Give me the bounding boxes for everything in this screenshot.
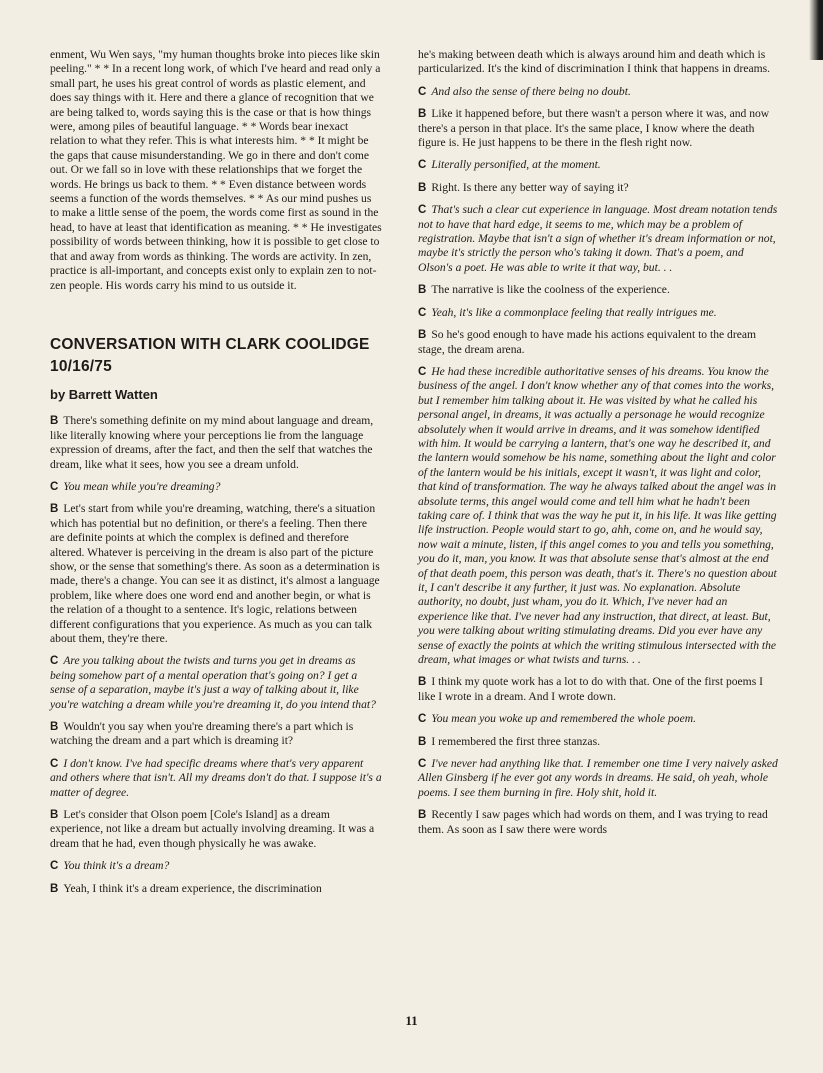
- dialogue-paragraph: [50, 808, 382, 851]
- speaker-initial: B: [418, 329, 427, 342]
- page-number: 11: [405, 1013, 418, 1028]
- speaker-initial: C: [418, 306, 427, 319]
- speech-text: Yeah, it's like a commonplace feeling that really intrigues me.: [431, 305, 717, 319]
- dialogue-paragraph: [418, 808, 780, 837]
- dialogue-paragraph: [50, 720, 382, 749]
- dialogue-paragraph: [418, 107, 780, 150]
- speech-text: He had these incredible authoritative senses of his dreams. You know the business of the angel. I don't know whether any of that comes into the works, but I remember him talking about it. He was visited by what he called his personal angel, in dreams, it was actually a personage he would recognize absolutely when it would arrive in dreams, and it was somehow identified with him. It would be carrying a lantern, that's one way he described it, and the lantern would somehow be his name, something about the light and color of the lantern would be his initials, except it wasn't, it was light and color, that kind of transformation. The way he always talked about the angel was in absolute terms, this angel would come and tell him what he hadn't been taking care of. I think that was the way he put it, in his life. It was like getting life instruction. People would start to go, ahh, come on, and he would say, now wait a minute, listen, if this angel comes to you and tells you something, you do it, man, you know. It was that absolute sense that's almost at the end of that death poem, this person was death, that's it. There's no question about it, I can't describe it any further, it just was. No explanation. Absolute authority, no doubt, just wham, you do it. Which, I've never had an experience like that. I've never had any instruction, that direct, at least. But, you were talking about writing stimulating dreams. Did you ever have any sense of exactly the points at which the writing stimulous intersected with the dream, what images or what twists and turns. . .: [418, 364, 777, 667]
- intro-paragraph: enment, Wu Wen says, "my human thoughts broke into pieces like skin peeling." * * In a recent long work, of which I've heard and read only a small part, he uses his great control of words as plastic element, and does say things with it. Here and there a glance of recognition that we are being talked to, words saying this is the case or that is how things were, among piles of beautiful language. * * Words bear inexact relation to what they refer. This is what interests him. * * It might be the gaps that cause misunderstanding. We go in there and don't come out. Or we fall so in love with these relationships that we forget the words. He brings us back to them. * * Even distance between words seems a function of the words themselves. * * As our mind pushes us to make a little sense of the poem, the words come first as sound in the head, to have at least that identification as meaning. * * He investigates possibility of words between thinking, how it is possible to get close to that and away from words as thinking. The words are activity. In zen, practice is all-important, and concepts exist only to explain zen to not-zen people. His words carry his mind to us outside it.: [50, 48, 382, 292]
- article-heading: [50, 334, 382, 378]
- article-title: CONVERSATION WITH CLARK COOLIDGE: [50, 335, 370, 353]
- dialogue-paragraph: [418, 735, 780, 749]
- speaker-initial: B: [50, 415, 59, 428]
- speaker-initial: C: [50, 655, 59, 668]
- article-date: 10/16/75: [50, 357, 112, 375]
- dialogue-paragraph: [418, 712, 780, 726]
- dialogue-paragraph: [418, 328, 780, 357]
- speech-text: I don't know. I've had specific dreams where that's very apparent and others where that isn't. All my dreams don't do that. I suppose it's a matter of degree.: [50, 756, 382, 799]
- speech-text: There's something definite on my mind about language and dream, like literally knowing where your perceptions lie from the language expression of dreams, after the fact, and then the self that watches the dream, like what it sees, how you see a dream unfold.: [50, 414, 374, 471]
- speaker-initial: B: [418, 676, 427, 689]
- dialogue-paragraph: [418, 158, 780, 172]
- speech-text: I remembered the first three stanzas.: [431, 734, 600, 748]
- dialogue-paragraph: [418, 181, 780, 195]
- speech-text: Let's consider that Olson poem [Cole's Island] as a dream experience, not like a dream but actually involving dreaming. It was a dream that he had, even though physically he was awake.: [50, 808, 375, 850]
- speech-text: Are you talking about the twists and turns you get in dreams as being somehow part of a mental operation that's going on? I get a sense of a separation, maybe it's just a way of talking about it, like you're watching a dream while you're dreaming it, do you intend that?: [50, 654, 376, 711]
- left-column: [50, 48, 382, 904]
- dialogue-left: [50, 414, 382, 896]
- speech-text: The narrative is like the coolness of the experience.: [431, 283, 670, 297]
- speaker-initial: B: [418, 735, 427, 748]
- speaker-initial: B: [418, 809, 427, 822]
- dialogue-paragraph: [418, 203, 780, 275]
- speaker-initial: C: [50, 860, 59, 873]
- dialogue-paragraph: [418, 283, 780, 297]
- dialogue-paragraph: [50, 480, 382, 494]
- dialogue-paragraph: [418, 306, 780, 320]
- speaker-initial: C: [418, 758, 427, 771]
- speaker-initial: C: [50, 757, 59, 770]
- speech-text: So he's good enough to have made his actions equivalent to the dream stage, the dream arena.: [418, 328, 757, 356]
- speaker-initial: C: [418, 85, 427, 98]
- continuation-paragraph: he's making between death which is always around him and death which is particularized. It's the kind of discrimination I think that happens in dreams.: [418, 48, 771, 76]
- speech-text: Right. Is there any better way of saying it?: [431, 180, 629, 194]
- speaker-initial: C: [50, 480, 59, 493]
- right-column: [418, 48, 780, 845]
- page-edge-shadow: [809, 0, 823, 60]
- dialogue-paragraph: [50, 414, 382, 472]
- dialogue-paragraph: [50, 859, 382, 873]
- speaker-initial: B: [50, 503, 59, 516]
- speech-text: That's such a clear cut experience in language. Most dream notation tends not to have that hard edge, it seems to me, which may be a problem of registration. Maybe that isn't a sign of whether it's dream information or not, maybe it's strictly the person who's taking it down. That's a poem, and Olson's a poet. He was able to write it that way, but. . .: [418, 203, 778, 274]
- dialogue-paragraph: [50, 654, 382, 712]
- speech-text: You mean you woke up and remembered the whole poem.: [431, 712, 696, 726]
- speaker-initial: B: [418, 108, 427, 121]
- dialogue-paragraph: [418, 675, 780, 704]
- speech-text: I've never had anything like that. I remember one time I very naively asked Allen Ginsberg if he ever got any words in dreams. He said, oh yeah, whole poems. I see them burning in fire. Holy shit, hold it.: [418, 757, 778, 799]
- dialogue-paragraph: [50, 502, 382, 646]
- speaker-initial: C: [418, 713, 427, 726]
- speaker-initial: C: [418, 159, 427, 172]
- speaker-initial: B: [50, 721, 59, 734]
- dialogue-paragraph: [418, 85, 780, 99]
- dialogue-right: [418, 85, 780, 837]
- dialogue-paragraph: [50, 757, 382, 800]
- speech-text: I think my quote work has a lot to do with that. One of the first poems I like I wrote in a dream. And I wrote down.: [418, 675, 763, 703]
- speech-text: Wouldn't you say when you're dreaming there's a part which is watching the dream and a part which is dreaming it?: [50, 720, 354, 748]
- speaker-initial: B: [418, 181, 427, 194]
- dialogue-paragraph: [418, 365, 780, 668]
- speaker-initial: C: [418, 204, 427, 217]
- speech-text: Yeah, I think it's a dream experience, the discrimination: [63, 881, 322, 895]
- speech-text: Recently I saw pages which had words on them, and I was trying to read them. As soon as I saw there were words: [418, 808, 768, 836]
- speech-text: Like it happened before, but there wasn't a person where it was, and now there's a person in that place. It's the same place, I know where the death figure is. He just happens to be there in the flesh right now.: [418, 107, 770, 150]
- speaker-initial: C: [418, 365, 427, 378]
- speech-text: Let's start from while you're dreaming, watching, there's a situation which has potential but no definition, or there's a feeling. Then there are definite points at which the complex is defined and therefore altered. Whatever is perceiving in the dream is also part of the picture show, or the sense that something's there. As soon as a determination is made, there's a change. You can see it as distinct, it's almost a language problem, like where does one word end and another begin, or what is the relation of a thought to a sentence. It's logic, relations between different configurations that you experience. As much as you can talk about them, they're there.: [50, 502, 380, 645]
- byline: by Barrett Watten: [50, 386, 158, 402]
- speaker-initial: B: [50, 882, 59, 895]
- dialogue-paragraph: [50, 882, 382, 896]
- speaker-initial: B: [50, 809, 59, 822]
- speech-text: Literally personified, at the moment.: [431, 158, 601, 172]
- speech-text: And also the sense of there being no doubt.: [431, 84, 631, 98]
- speech-text: You mean while you're dreaming?: [63, 479, 221, 493]
- speech-text: You think it's a dream?: [63, 859, 170, 873]
- speaker-initial: B: [418, 284, 427, 297]
- dialogue-paragraph: [418, 757, 780, 800]
